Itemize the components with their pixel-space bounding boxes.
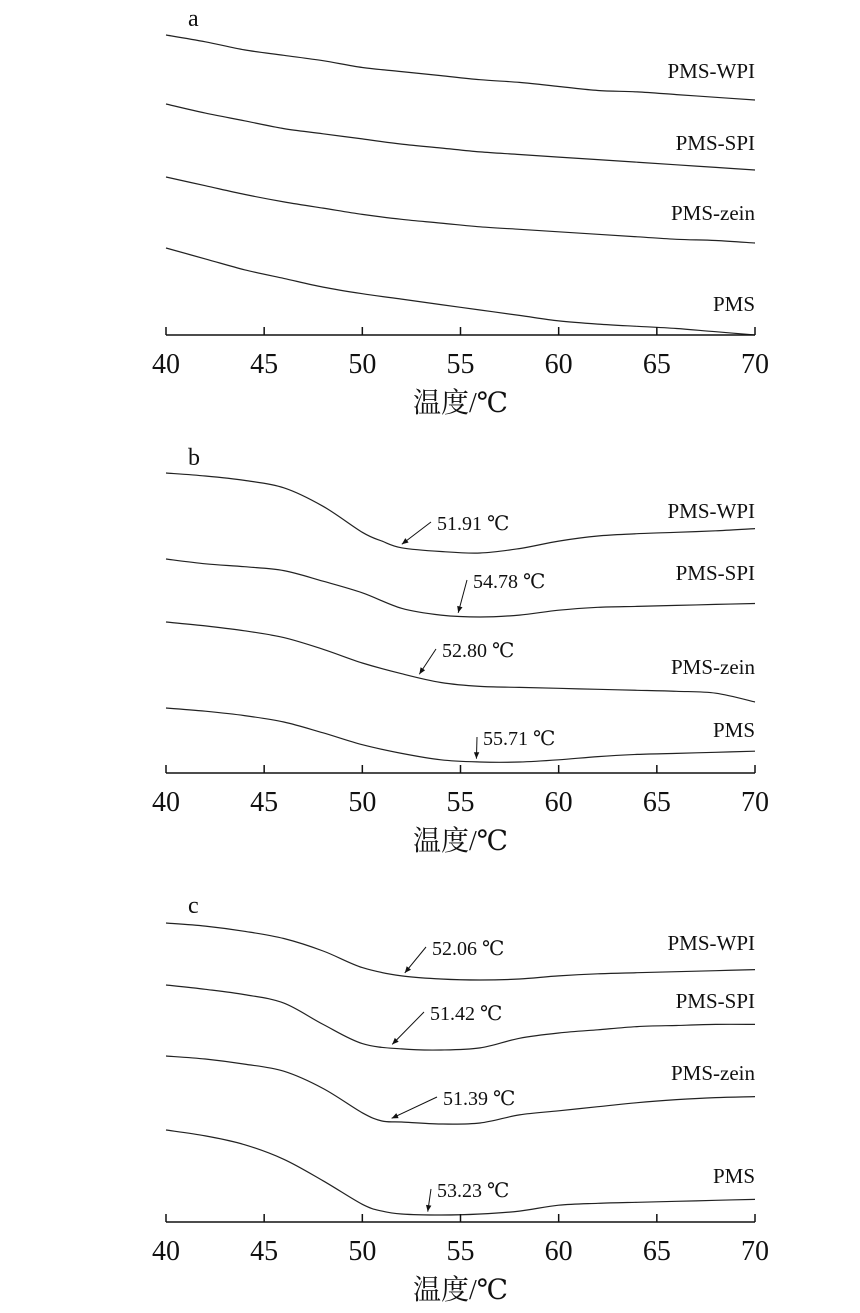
peak-temperature-label: 51.39 ℃ [443,1088,516,1110]
curve-pms [166,1130,755,1215]
peak-arrow-head [474,752,479,759]
peak-temperature-label: 51.91 ℃ [437,513,510,535]
series-label: PMS-SPI [675,989,755,1013]
x-tick-label: 40 [152,787,180,818]
panel-a [152,6,769,419]
series-label: PMS-zein [671,655,755,679]
x-tick-label: 65 [642,349,671,380]
series-label: PMS-SPI [675,131,755,155]
panel-c [152,893,769,1306]
peak-arrow [392,1097,437,1118]
series-label: PMS-zein [671,1061,755,1085]
series-label: PMS-WPI [667,931,755,955]
curve-pms-spi [166,104,755,170]
series-label: PMS-WPI [667,499,755,523]
x-axis-title: 温度/℃ [412,388,509,419]
x-tick-label: 60 [544,349,573,380]
x-tick-label: 60 [544,1236,573,1267]
curve-pms-zein [166,622,755,702]
x-tick-label: 70 [741,787,769,818]
x-tick-label: 50 [348,787,377,818]
series-label: PMS-zein [671,201,755,225]
x-tick-label: 40 [152,349,180,380]
x-tick-label: 50 [348,349,377,380]
series-label: PMS-WPI [667,59,755,83]
x-tick-label: 60 [544,787,573,818]
peak-temperature-label: 52.80 ℃ [442,640,515,662]
peak-arrow-head [402,538,409,544]
peak-temperature-label: 51.42 ℃ [430,1003,503,1025]
x-tick-label: 55 [446,349,475,380]
x-tick-label: 65 [642,1236,671,1267]
x-tick-label: 70 [741,349,769,380]
x-tick-label: 65 [642,787,671,818]
panel-label: c [188,893,199,919]
x-axis-title: 温度/℃ [412,1275,509,1306]
x-tick-label: 70 [741,1236,769,1267]
peak-arrow [392,1012,424,1044]
curve-pms-zein [166,177,755,243]
x-tick-label: 45 [250,787,279,818]
peak-arrow-head [419,667,425,674]
peak-arrow-head [426,1205,431,1212]
curve-pms [166,708,755,762]
x-tick-label: 45 [250,1236,279,1267]
series-label: PMS [712,718,755,742]
x-axis-title: 温度/℃ [412,826,509,857]
peak-temperature-label: 52.06 ℃ [432,938,505,960]
panel-b [152,445,769,857]
x-tick-label: 45 [250,349,279,380]
series-label: PMS-SPI [675,561,755,585]
x-tick-label: 55 [446,1236,475,1267]
panel-label: b [188,445,200,471]
peak-temperature-label: 55.71 ℃ [483,728,556,750]
series-label: PMS [712,1164,755,1188]
panel-label: a [188,6,199,32]
x-tick-label: 50 [348,1236,377,1267]
curve-pms [166,248,755,335]
peak-temperature-label: 53.23 ℃ [437,1180,510,1202]
x-tick-label: 55 [446,787,475,818]
series-label: PMS [712,292,755,316]
x-tick-label: 40 [152,1236,180,1267]
peak-temperature-label: 54.78 ℃ [473,571,546,593]
